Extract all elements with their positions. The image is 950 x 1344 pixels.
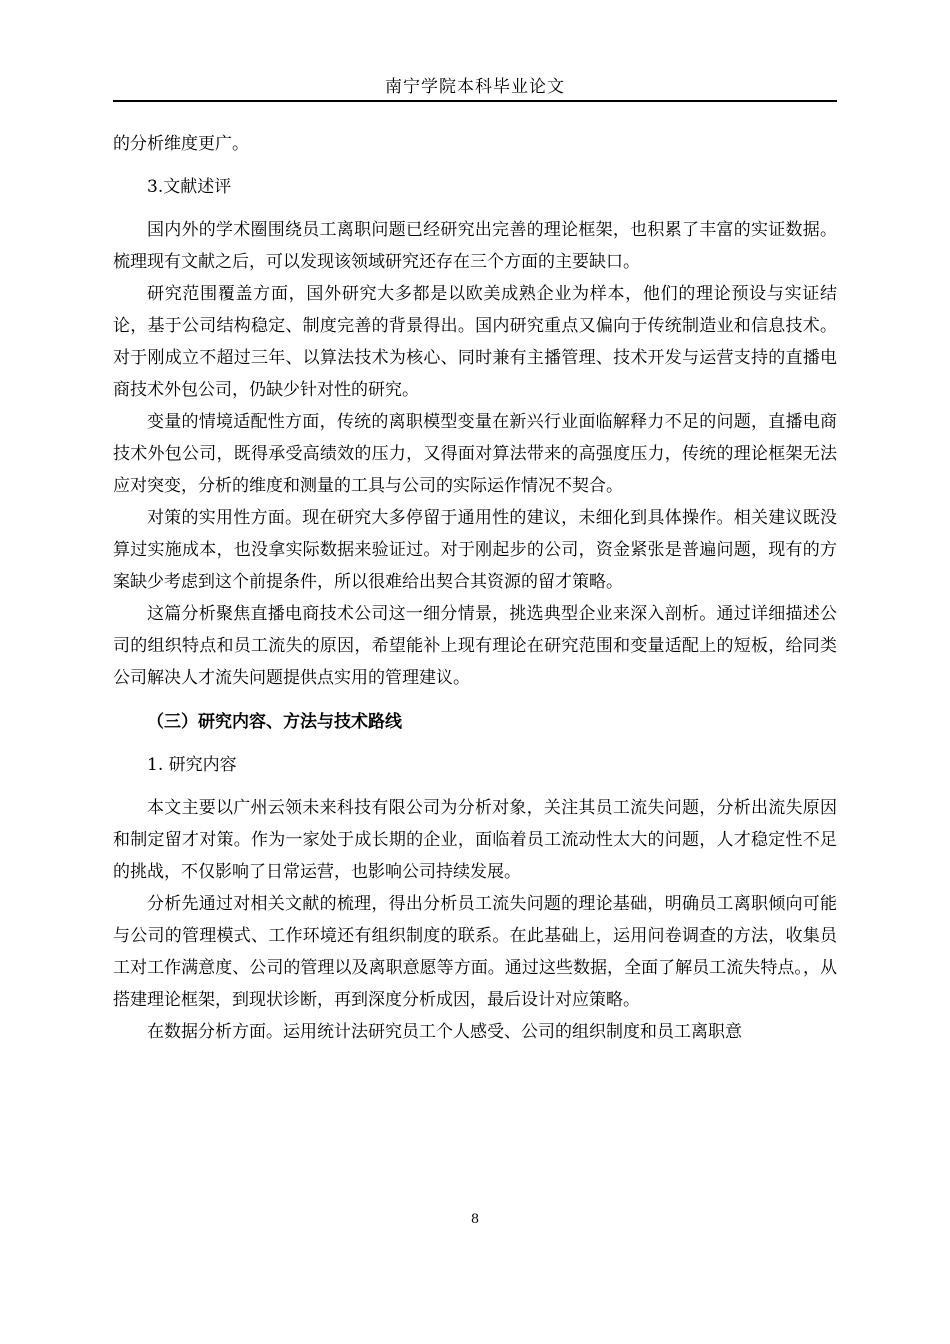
subsection-heading: 1. 研究内容 — [147, 755, 237, 775]
paragraph: 本文主要以广州云领未来科技有限公司为分析对象，关注其员工流失问题，分析出流失原因和制定留才对策。作为一家处于成长期的企业，面临着员工流动性太大的问题，人才稳定性不足的挑战，不仅影响了日常运营，也影响公司持续发展。 — [113, 798, 837, 882]
section-heading: （三）研究内容、方法与技术路线 — [147, 712, 402, 732]
document-body — [113, 128, 837, 1048]
paragraph: 研究范围覆盖方面，国外研究大多都是以欧美成熟企业为样本，他们的理论预设与实证结论，基于公司结构稳定、制度完善的背景得出。国内研究重点又偏向于传统制造业和信息技术。对于刚成立不超过三年、以算法技术为核心、同时兼有主播管理、技术开发与运营支持的直播电商技术外包公司，仍缺少针对性的研究。 — [113, 284, 837, 400]
paragraph: 分析先通过对相关文献的梳理，得出分析员工流失问题的理论基础，明确员工离职倾向可能与公司的管理模式、工作环境还有组织制度的联系。在此基础上，运用问卷调查的方法，收集员工对工作满意度、公司的管理以及离职意愿等方面。通过这些数据，全面了解员工流失特点。，从搭建理论框架，到现状诊断，再到深度分析成因，最后设计对应策略。 — [113, 894, 837, 1010]
page-header-title: 南宁学院本科毕业论文 — [385, 77, 565, 97]
paragraph: 的分析维度更广。 — [113, 134, 249, 154]
subsection-heading: 3.文献述评 — [147, 177, 232, 197]
paragraph: 这篇分析聚焦直播电商技术公司这一细分情景，挑选典型企业来深入剖析。通过详细描述公司的组织特点和员工流失的原因，希望能补上现有理论在研究范围和变量适配上的短板，给同类公司解决人才流失问题提供点实用的管理建议。 — [113, 604, 837, 688]
paragraph: 变量的情境适配性方面，传统的离职模型变量在新兴行业面临解释力不足的问题，直播电商技术外包公司，既得承受高绩效的压力，又得面对算法带来的高强度压力，传统的理论框架无法应对突变，分析的维度和测量的工具与公司的实际运作情况不契合。 — [113, 412, 837, 496]
paragraph: 对策的实用性方面。现在研究大多停留于通用性的建议，未细化到具体操作。相关建议既没算过实施成本，也没拿实际数据来验证过。对于刚起步的公司，资金紧张是普遍问题，现有的方案缺少考虑到这个前提条件，所以很难给出契合其资源的留才策略。 — [113, 508, 837, 592]
paragraph: 国内外的学术圈围绕员工离职问题已经研究出完善的理论框架，也积累了丰富的实证数据。梳理现有文献之后，可以发现该领域研究还存在三个方面的主要缺口。 — [113, 220, 837, 272]
header-divider — [113, 100, 837, 102]
page-number: 8 — [470, 1212, 480, 1227]
paragraph: 在数据分析方面。运用统计法研究员工个人感受、公司的组织制度和员工离职意 — [147, 1022, 742, 1042]
